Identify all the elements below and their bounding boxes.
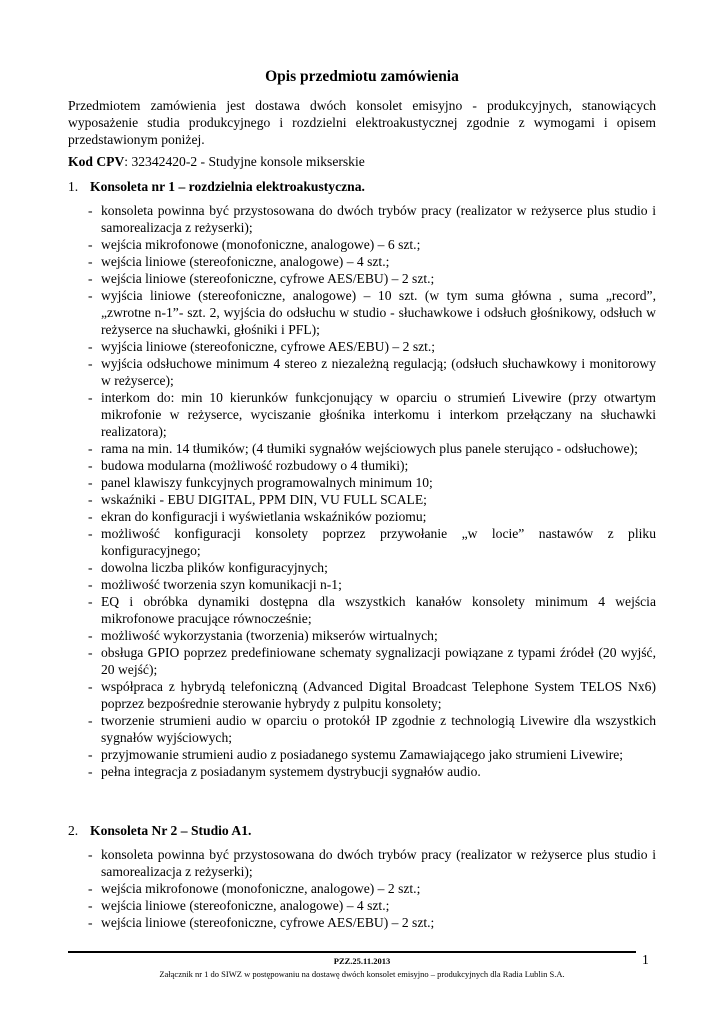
list-item (88, 457, 656, 474)
list-item-text: obsługa GPIO poprzez predefiniowane schematy sygnalizacji powiązane z typami źródeł (20 wyjść, 20 wejść); (101, 645, 656, 677)
dash-bullet: - (88, 560, 93, 575)
dash-bullet: - (88, 577, 93, 592)
list-item-text: panel klawiszy funkcyjnych programowalnych minimum 10; (101, 475, 433, 490)
dash-bullet: - (88, 509, 93, 524)
list-item-text: możliwość wykorzystania (tworzenia) mikserów wirtualnych; (101, 628, 438, 643)
list-item (88, 389, 656, 440)
list-item (88, 914, 656, 931)
list-item (88, 338, 656, 355)
dash-bullet: - (88, 339, 93, 354)
section-1-heading (68, 178, 365, 195)
list-item-text: wejścia mikrofonowe (monofoniczne, analogowe) – 6 szt.; (101, 237, 421, 252)
dash-bullet: - (88, 898, 93, 913)
list-item (88, 202, 656, 236)
section-1-list (88, 202, 656, 780)
dash-bullet: - (88, 764, 93, 779)
page-number: 1 (642, 952, 649, 967)
section-2-heading (68, 822, 251, 839)
list-item-text: wskaźniki - EBU DIGITAL, PPM DIN, VU FULL SCALE; (101, 492, 427, 507)
dash-bullet: - (88, 881, 93, 896)
list-item (88, 846, 656, 880)
list-item-text: wyjścia liniowe (stereofoniczne, analogowe) – 10 szt. (w tym suma główna , suma „record”, „zwrotne n-1”- szt. 2, wyjścia do odsłuchu w studio - słuchawkowe i odsłuch głośnikowy, odsłuch w reżyserce na słuchawki, głośniki i PFL); (101, 288, 656, 337)
list-item-text: wyjścia odsłuchowe minimum 4 stereo z niezależną regulacją; (odsłuch słuchawkowy i monitorowy w reżyserce); (101, 356, 656, 388)
intro-paragraph: Przedmiotem zamówienia jest dostawa dwóch konsolet emisyjno - produkcyjnych, stanowiących wyposażenie studia produkcyjnego i rozdzielni elektroakustycznej zgodnie z wymogami i opisem przedstawionym poniżej. (68, 98, 656, 147)
list-item (88, 593, 656, 627)
dash-bullet: - (88, 628, 93, 643)
list-item-text: budowa modularna (możliwość rozbudowy o 4 tłumiki); (101, 458, 409, 473)
list-item-text: przyjmowanie strumieni audio z posiadanego systemu Zamawiającego jako strumieni Livewire; (101, 747, 624, 762)
list-item-text: rama na min. 14 tłumików; (4 tłumiki sygnałów wejściowych plus panele sterująco - odsłuchowe); (101, 441, 638, 456)
list-item (88, 763, 656, 780)
list-item (88, 236, 656, 253)
dash-bullet: - (88, 254, 93, 269)
dash-bullet: - (88, 458, 93, 473)
dash-bullet: - (88, 390, 93, 405)
list-item-text: współpraca z hybrydą telefoniczną (Advanced Digital Broadcast Telephone System TELOS Nx6) poprzez bezpośrednie sterowanie hybrydy z pulpitu konsolety; (101, 679, 656, 711)
dash-bullet: - (88, 271, 93, 286)
footer-text: Załącznik nr 1 do SIWZ w postępowaniu na dostawę dwóch konsolet emisyjno – produkcyjnych dla Radia Lublin S.A. (159, 969, 565, 979)
section-1-title: Konsoleta nr 1 – rozdzielnia elektroakustyczna. (90, 179, 365, 194)
list-item (88, 440, 656, 457)
list-item-text: możliwość konfiguracji konsolety poprzez przywołanie „w locie” nastawów z pliku konfiguracyjnego; (101, 526, 656, 558)
list-item (88, 746, 656, 763)
dash-bullet: - (88, 847, 93, 862)
section-2-title: Konsoleta Nr 2 – Studio A1. (90, 823, 252, 838)
list-item-text: pełna integracja z posiadanym systemem dystrybucji sygnałów audio. (101, 764, 481, 779)
list-item (88, 525, 656, 559)
list-item (88, 576, 656, 593)
list-item-text: konsoleta powinna być przystosowana do dwóch trybów pracy (realizator w reżyserce plus studio i samorealizacja z reżyserki); (101, 203, 656, 235)
dash-bullet: - (88, 203, 93, 218)
dash-bullet: - (88, 492, 93, 507)
list-item (88, 474, 656, 491)
dash-bullet: - (88, 915, 93, 930)
list-item (88, 355, 656, 389)
dash-bullet: - (88, 237, 93, 252)
dash-bullet: - (88, 713, 93, 728)
list-item-text: wyjścia liniowe (stereofoniczne, cyfrowe AES/EBU) – 2 szt.; (101, 339, 436, 354)
section-1-number: 1. (68, 179, 79, 194)
list-item (88, 678, 656, 712)
cpv-value: : 32342420-2 - Studyjne konsole mikserskie (124, 154, 365, 169)
cpv-line (68, 153, 365, 170)
list-item-text: wejścia liniowe (stereofoniczne, cyfrowe AES/EBU) – 2 szt.; (101, 271, 435, 286)
dash-bullet: - (88, 679, 93, 694)
list-item (88, 712, 656, 746)
list-item-text: możliwość tworzenia szyn komunikacji n-1; (101, 577, 342, 592)
list-item-text: wejścia mikrofonowe (monofoniczne, analogowe) – 2 szt.; (101, 881, 421, 896)
dash-bullet: - (88, 441, 93, 456)
dash-bullet: - (88, 288, 93, 303)
list-item (88, 491, 656, 508)
dash-bullet: - (88, 645, 93, 660)
list-item-text: tworzenie strumieni audio w oparciu o protokół IP zgodnie z technologią Livewire dla wszystkich sygnałów wyjściowych; (101, 713, 656, 745)
list-item-text: konsoleta powinna być przystosowana do dwóch trybów pracy (realizator w reżyserce plus studio i samorealizacja z reżyserki); (101, 847, 656, 879)
dash-bullet: - (88, 475, 93, 490)
list-item-text: dowolna liczba plików konfiguracyjnych; (101, 560, 328, 575)
list-item-text: EQ i obróbka dynamiki dostępna dla wszystkich kanałów konsolety minimum 4 wejścia mikrofonowe pracujące równocześnie; (101, 594, 656, 626)
list-item-text: wejścia liniowe (stereofoniczne, analogowe) – 4 szt.; (101, 254, 390, 269)
list-item-text: interkom do: min 10 kierunków funkcjonujący w oparciu o strumień Livewire (przy otwartym mikrofonie w reżyserce, wyciszanie głośnika interkomu i interkom przełączany na słuchawki realizatora); (101, 390, 656, 439)
dash-bullet: - (88, 747, 93, 762)
dash-bullet: - (88, 526, 93, 541)
footer-divider (68, 951, 636, 953)
list-item-text: wejścia liniowe (stereofoniczne, cyfrowe AES/EBU) – 2 szt.; (101, 915, 435, 930)
section-2-number: 2. (68, 823, 79, 838)
dash-bullet: - (88, 356, 93, 371)
dash-bullet: - (88, 594, 93, 609)
list-item (88, 270, 656, 287)
section-2-list (88, 846, 656, 931)
list-item (88, 253, 656, 270)
list-item (88, 508, 656, 525)
list-item (88, 627, 656, 644)
footer-code: PZZ.25.11.2013 (333, 956, 391, 966)
list-item (88, 559, 656, 576)
page-title: Opis przedmiotu zamówienia (265, 68, 459, 85)
cpv-label: Kod CPV (68, 154, 125, 169)
list-item (88, 287, 656, 338)
list-item (88, 880, 656, 897)
list-item (88, 644, 656, 678)
list-item (88, 897, 656, 914)
list-item-text: wejścia liniowe (stereofoniczne, analogowe) – 4 szt.; (101, 898, 390, 913)
list-item-text: ekran do konfiguracji i wyświetlania wskaźników poziomu; (101, 509, 427, 524)
